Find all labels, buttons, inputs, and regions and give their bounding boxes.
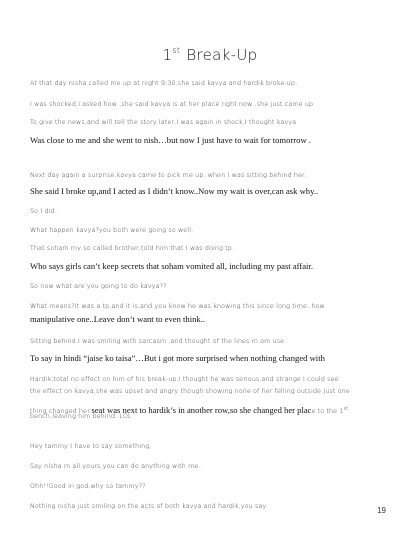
superscript: st (343, 406, 349, 412)
paragraph-line: So now what are you going to do kavya?? (30, 283, 167, 290)
line-segment: thing changed her. (30, 408, 92, 415)
line-segment: seat was next to hardik’s in another row,so she changed her plac (91, 405, 312, 415)
page-number: 19 (377, 506, 386, 515)
paragraph-line: What happen kavya?you both were going so well, (30, 227, 194, 234)
paragraph-line: Nothing nisha just smiling on the acts of both kavya and hardik,you say. (30, 503, 268, 510)
paragraph-line: manipulative one..Leave don’t want to even think.. (30, 314, 206, 324)
paragraph-line: At that day nisha called me up at night 9:30,she said kavya and hardik broke-up, (30, 80, 298, 87)
paragraph-line: I was shocked,I asked how ,she said kavya is at her place right now ,she just came up (30, 101, 314, 108)
paragraph-line: To say in hindi “jaise ko taisa”…But i got more surprised when nothing changed with (30, 353, 325, 363)
line-segment: e to the 1 (311, 408, 344, 415)
paragraph-line: Next day again a surprise,kavya came to pick me up..when I was sitting behind her, (30, 172, 307, 179)
paragraph-line: Hardik,total no effect on him of his break-up,I thought he was serious,and strange I could see (30, 376, 339, 383)
paragraph-line: To give the news,and will tell the story later,I was again in shock,I thought kavya (30, 119, 297, 126)
title-number: 1 (162, 46, 173, 64)
paragraph-line: So I did.. (30, 208, 59, 215)
title-suffix: st (172, 46, 181, 55)
paragraph-line: Was close to me and she went to nish…but now I just have to wait for tomorrow . (30, 135, 311, 145)
paragraph-line: Ohh!!Good in god,why so tammy?? (30, 483, 146, 490)
paragraph-line: Sitting behind I was smiling with sarcasm ,and thought of the lines m om use (30, 338, 285, 345)
paragraph-line: Hey tammy I have to say something, (30, 443, 152, 450)
paragraph-line: bench,leaving him behind..LOL (30, 413, 132, 420)
paragraph-line: That soham my so called brother,told him that I was doing tp. (30, 245, 235, 252)
paragraph-line: the effect on kavya,she was upset and angry though showing none of her felling outside.Just one (30, 388, 350, 395)
page-title (0, 46, 420, 64)
paragraph-line: What means?It was a tp,and it is,and you know he was knowing this since long time..how (30, 303, 325, 310)
paragraph-line: She said I broke up,and I acted as I didn’t know..Now my wait is over,can ask why.. (30, 186, 319, 196)
paragraph-line: Say nisha m all yours,you can do anything with me.. (30, 463, 203, 470)
paragraph-line: Who says girls can’t keep secrets that soham vomited all, including my past affair. (30, 261, 313, 271)
title-text: Break-Up (186, 46, 258, 64)
